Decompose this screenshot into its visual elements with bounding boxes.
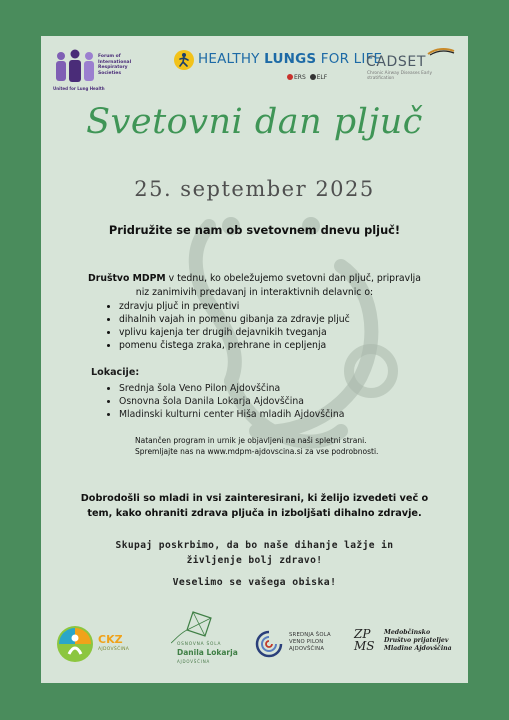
- zpms-text: [384, 629, 452, 653]
- firs-subtitle: United for Lung Health: [53, 86, 105, 91]
- ckz-sub: AJDOVŠČINA: [98, 647, 130, 652]
- firs-line: Respiratory: [98, 65, 128, 71]
- note-line: Natančen program in urnik je objavljeni na naši spletni strani.: [135, 436, 367, 445]
- people-icon: [53, 48, 97, 84]
- together-text: [41, 538, 468, 568]
- list-item: • pomenu čistega zraka, prehrane in cepljenja: [119, 339, 350, 352]
- together-line: Skupaj poskrbimo, da bo naše dihanje lažje in: [115, 540, 394, 551]
- ers-dot-icon: [287, 74, 293, 80]
- firs-logo: [53, 48, 153, 98]
- topics-list: [107, 300, 350, 352]
- note-line: Spremljajte nas na www.mdpm-ajdovscina.si za vse podrobnosti.: [135, 447, 379, 456]
- swoosh-icon: [426, 46, 456, 56]
- firs-line: International: [98, 59, 132, 65]
- org-name: Društvo MDPM: [88, 273, 166, 284]
- ss-line: VENO PILON: [289, 639, 324, 645]
- zpms-line: Mladine Ajdovščina: [384, 645, 452, 652]
- firs-line: Societies: [98, 70, 122, 76]
- welcome-text: [41, 491, 468, 521]
- ckz-logo: [55, 624, 130, 664]
- intro-paragraph: [41, 272, 468, 300]
- runner-icon: [174, 50, 194, 70]
- ers-elf-badges: [287, 74, 327, 81]
- list-item: • Mladinski kulturni center Hiša mladih Ajdovščina: [119, 408, 344, 421]
- elf-dot-icon: [310, 74, 316, 80]
- list-item: • Srednja šola Veno Pilon Ajdovščina: [119, 382, 344, 395]
- ds-top: OSNOVNA ŠOLA: [177, 642, 222, 647]
- ers-label: ERS: [294, 74, 306, 81]
- list-item: • dihalnih vajah in pomenu gibanja za zdravje pljuč: [119, 313, 350, 326]
- ss-line: SREDNJA ŠOLA: [289, 632, 331, 638]
- cadset-name: CADSET: [366, 54, 427, 70]
- ds-name: Danila Lokarja: [177, 648, 238, 657]
- page-title: Svetovni dan pljuč: [86, 102, 423, 142]
- poster: [41, 36, 468, 683]
- ds-sub: AJDOVŠČINA: [177, 659, 211, 664]
- locations-heading: Lokacije:: [91, 367, 140, 378]
- event-date: 25. september 2025: [134, 177, 375, 201]
- program-note: [135, 435, 435, 457]
- locations-list: [107, 382, 344, 421]
- intro-text: v tednu, ko obeležujemo svetovni dan pljuč, pripravlja: [165, 273, 421, 284]
- zpms-logo: [354, 626, 464, 666]
- healthy-lungs-title: [198, 51, 382, 67]
- healthy-lungs-logo: [174, 50, 383, 90]
- ss-veno-pilon-logo: [253, 626, 343, 666]
- swirl-icon: [253, 628, 285, 660]
- intro-line-1: [41, 272, 468, 286]
- hlfl-word: HEALTHY: [198, 51, 265, 67]
- hlfl-word: FOR LIFE: [316, 51, 383, 67]
- os-danila-lokarja-logo: [149, 610, 259, 670]
- firs-name: [98, 54, 154, 76]
- ss-line: AJDOVŠČINA: [289, 646, 325, 652]
- ss-text: [289, 632, 331, 653]
- invite-heading: Pridružite se nam ob svetovnem dnevu pljuč!: [108, 223, 401, 237]
- cadset-subtitle: Chronic Airway Diseases Early stratification: [367, 71, 432, 82]
- welcome-line: tem, kako ohraniti zdrava pljuča in izboljšati dihalno zdravje.: [87, 508, 422, 519]
- ckz-emblem-icon: [55, 624, 95, 664]
- welcome-line: Dobrodošli so mladi in vsi zainteresirani, ki želijo izvedeti več o: [80, 493, 429, 504]
- elf-label: ELF: [316, 74, 328, 81]
- list-item: • zdravju pljuč in preventivi: [119, 300, 350, 313]
- zpms-mark: ZP MS: [354, 627, 375, 653]
- hlfl-word-bold: LUNGS: [264, 51, 317, 67]
- looking-forward-text: Veselimo se vašega obiska!: [172, 577, 337, 588]
- firs-line: Forum of: [98, 54, 121, 59]
- together-line: življenje bolj zdravo!: [186, 555, 323, 566]
- ckz-name: CKZ: [98, 633, 123, 646]
- list-item: • vplivu kajenja ter drugih dejavnikih tveganja: [119, 326, 350, 339]
- cadset-logo: [366, 46, 456, 92]
- zpms-line: Društvo prijateljev: [384, 637, 449, 644]
- kite-icon: [171, 610, 231, 644]
- zpms-line: Medobčinsko: [384, 629, 431, 636]
- intro-line-2: niz zanimivih predavanj in interaktivnih delavnic o:: [135, 287, 374, 298]
- list-item: • Osnovna šola Danila Lokarja Ajdovščina: [119, 395, 344, 408]
